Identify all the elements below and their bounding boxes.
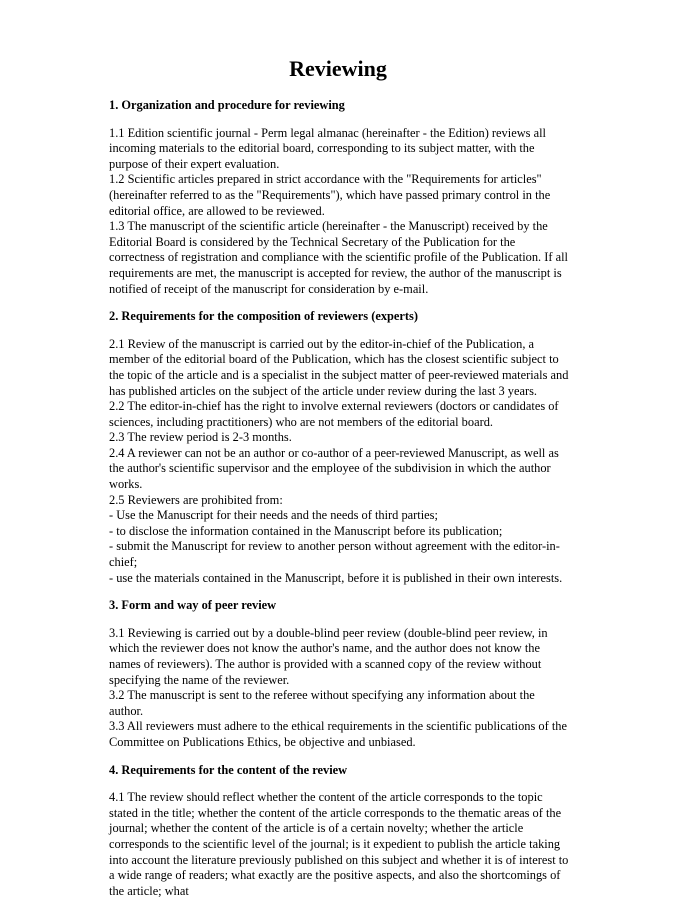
section-heading: 1. Organization and procedure for reviewing — [109, 98, 345, 112]
paragraph: 2.5 Reviewers are prohibited from: — [109, 492, 283, 507]
paragraph: 3.2 The manuscript is sent to the referee without specifying any information about the author. — [109, 688, 535, 718]
section-heading: 3. Form and way of peer review — [109, 598, 277, 613]
section-paragraphs — [109, 790, 571, 899]
paragraph: 4.1 The review should reflect whether the content of the article corresponds to the topic stated in the title; whether the content of the article corresponds to the thematic areas of the journal; whether the content of the article is of a certain novelty; whether the article corresponds to the scientific level of the journal; is it expedient to publish the article taking into account the literature previously published on this subject and whether it is of interest to a wide range of readers; what exactly are the positive aspects, and also the shortcomings of the article; what — [109, 790, 569, 898]
list-item: - use the materials contained in the Manuscript, before it is published in their own interests. — [109, 570, 563, 585]
section-peer-review-form — [109, 598, 571, 750]
page-title: Reviewing — [289, 56, 387, 81]
section-review-content — [109, 763, 571, 900]
section-paragraphs — [109, 337, 571, 587]
section-heading: 2. Requirements for the composition of reviewers (experts) — [109, 309, 419, 324]
section-paragraphs — [109, 126, 571, 298]
paragraph: 2.1 Review of the manuscript is carried out by the editor-in-chief of the Publication, a member of the editorial board of the Publication, which has the closest scientific subject to the topic of the article and is a specialist in the subject matter of peer-reviewed materials and has published articles on the subject of the article under review during the last 3 years. — [109, 336, 569, 398]
list-item: - to disclose the information contained in the Manuscript before its publication; — [109, 523, 503, 538]
paragraph: 2.2 The editor-in-chief has the right to involve external reviewers (doctors or candidates of sciences, including practitioners) who are not members of the editorial board. — [109, 399, 559, 429]
section-heading: 4. Requirements for the content of the review — [109, 762, 348, 777]
section-paragraphs — [109, 626, 571, 751]
paragraph: 2.3 The review period is 2-3 months. — [109, 430, 292, 445]
paragraph: 3.3 All reviewers must adhere to the ethical requirements in the scientific publications of the Committee on Publications Ethics, be objective and unbiased. — [109, 719, 567, 749]
list-item: - submit the Manuscript for review to another person without agreement with the editor-in-chief; — [109, 539, 560, 570]
document-body — [109, 98, 571, 911]
section-organization — [109, 98, 571, 297]
paragraph: 3.1 Reviewing is carried out by a double-blind peer review (double-blind peer review, in which the reviewer does not know the author's name, and the author does not know the names of reviewers). The author is provided with a scanned copy of the review without specifying the name of the reviewer. — [109, 625, 548, 687]
paragraph: 1.3 The manuscript of the scientific article (hereinafter - the Manuscript) received by the Editorial Board is considered by the Technical Secretary of the Publication for the correctness of registration and compliance with the scientific profile of the Publication. If all requirements are met, the manuscript is accepted for review, the author of the manuscript is notified of receipt of the manuscript for consideration by e-mail. — [109, 219, 568, 296]
section-reviewers — [109, 309, 571, 586]
list-item: - Use the Manuscript for their needs and the needs of third parties; — [109, 508, 438, 523]
paragraph: 1.2 Scientific articles prepared in strict accordance with the "Requirements for articles" (hereinafter referred to as the "Requirements"), which have passed primary control in the editorial office, are allowed to be reviewed. — [109, 172, 551, 218]
paragraph: 1.1 Edition scientific journal - Perm legal almanac (hereinafter - the Edition) reviews all incoming materials to the editorial board, corresponding to its subject matter, with the purpose of their expert evaluation. — [109, 125, 546, 171]
paragraph: 2.4 A reviewer can not be an author or co-author of a peer-reviewed Manuscript, as well as the author's scientific supervisor and the employee of the subdivision in which the author works. — [109, 445, 559, 492]
